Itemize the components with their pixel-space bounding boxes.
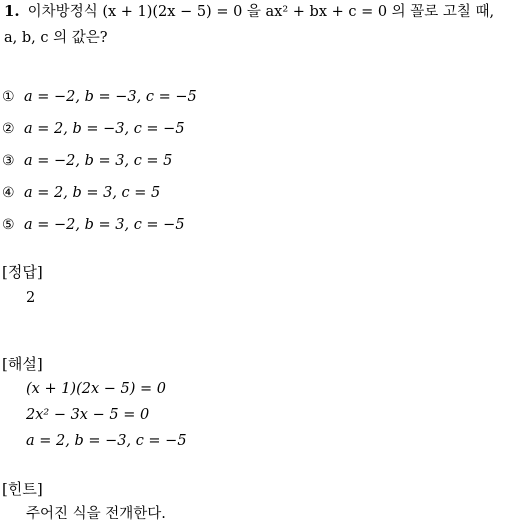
choice-2-mark: ② [2,121,15,137]
question-number: 1. [4,2,20,20]
explanation-line-3: a = 2, b = −3, c = −5 [26,433,187,449]
question-text-line-1: 이차방정식 (x + 1)(2x − 5) = 0 을 ax² + bx + c = 0 의 꼴로 고칠 때, [27,4,495,20]
answer-value: 2 [26,290,36,306]
choice-1-text: a = −2, b = −3, c = −5 [24,89,197,105]
choice-2-text: a = 2, b = −3, c = −5 [24,121,185,137]
choice-4-text: a = 2, b = 3, c = 5 [24,185,161,201]
choice-4[interactable] [2,182,160,204]
choice-4-mark: ④ [2,185,15,201]
choice-5-mark: ⑤ [2,217,15,233]
question-text-line-2: a, b, c 의 값은? [4,30,108,46]
explanation-heading: [해설] [2,355,43,373]
choice-3-mark: ③ [2,153,15,169]
answer-heading: [정답] [2,263,43,281]
explanation-line-1: (x + 1)(2x − 5) = 0 [26,381,166,397]
explanation-line-2: 2x² − 3x − 5 = 0 [26,407,150,423]
choice-3-text: a = −2, b = 3, c = 5 [24,153,173,169]
choice-1-mark: ① [2,89,15,105]
question-line-2 [4,27,108,49]
choice-3[interactable] [2,150,172,172]
question-line-1 [4,0,494,23]
choice-1[interactable] [2,86,197,108]
choice-5-text: a = −2, b = 3, c = −5 [24,217,185,233]
hint-heading: [힌트] [2,480,43,498]
hint-text: 주어진 식을 전개한다. [26,506,166,522]
choice-5[interactable] [2,214,185,236]
choice-2[interactable] [2,118,185,140]
